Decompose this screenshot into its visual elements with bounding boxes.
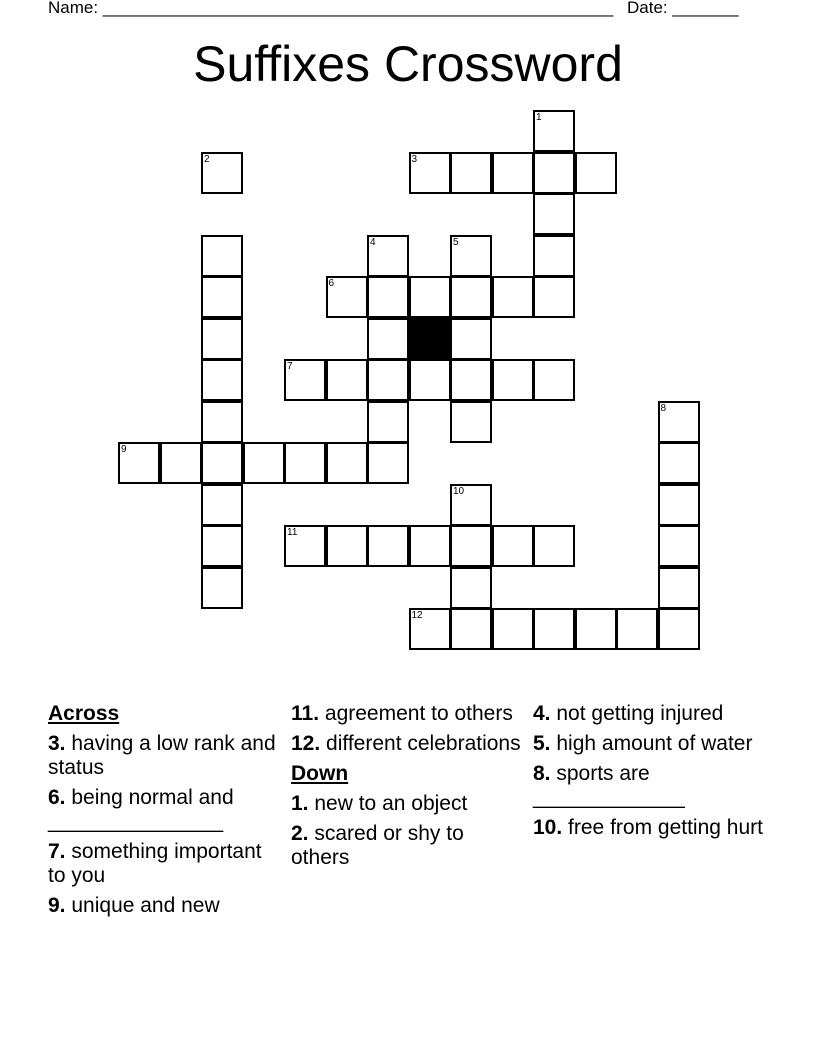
grid-cell[interactable] [326,359,368,401]
grid-cell[interactable] [658,567,700,609]
clue-down-2 [291,822,521,870]
clue-number-label: 8 [660,402,667,414]
clue-across-12 [291,732,521,756]
date-field[interactable]: Date: _______ [627,0,739,17]
grid-cell[interactable] [201,525,243,567]
grid-cell[interactable] [201,152,243,194]
clue-text: agreement to others [324,702,513,725]
grid-cell[interactable] [326,442,368,484]
clue-column-1 [48,702,278,924]
grid-cell[interactable] [616,608,658,650]
clue-number-label: 1 [536,112,542,123]
grid-cell[interactable] [409,525,451,567]
clue-number-label: 7 [287,361,293,372]
clue-text: scared or shy to others [291,822,464,869]
clue-number: 12. [291,732,321,755]
grid-cell[interactable] [450,152,492,194]
grid-cell[interactable] [450,401,492,443]
name-field[interactable]: Name: ______________________________________________________ [48,0,614,17]
grid-cell[interactable] [118,442,160,484]
grid-cell[interactable] [367,442,409,484]
clue-number: 10. [533,816,563,839]
grid-cell[interactable] [367,359,409,401]
grid-cell[interactable] [284,442,326,484]
grid-cell[interactable] [450,359,492,401]
grid-cell[interactable] [243,442,285,484]
grid-cell[interactable] [284,525,326,567]
grid-cell[interactable] [201,484,243,526]
grid-cell[interactable] [201,276,243,318]
page-title: Suffixes Crossword [193,36,623,92]
grid-cell[interactable] [492,359,534,401]
grid-cell[interactable] [575,152,617,194]
grid-cell[interactable] [492,276,534,318]
grid-cell[interactable] [533,235,575,277]
grid-cell[interactable] [533,193,575,235]
clue-down-1 [291,792,521,816]
grid-cell[interactable] [367,401,409,443]
clue-number: 3. [48,732,66,755]
grid-cell[interactable] [575,608,617,650]
grid-cell[interactable] [450,235,492,277]
clue-text: free from getting hurt [568,816,763,839]
grid-cell[interactable] [533,525,575,567]
clue-number-label: 3 [411,153,418,165]
grid-cell[interactable] [533,608,575,650]
clue-text: something important to you [48,840,262,887]
grid-cell[interactable] [367,318,409,360]
clue-across-9 [48,894,278,918]
grid-cell[interactable] [409,359,451,401]
grid-cell[interactable] [201,359,243,401]
clue-number-label: 4 [370,236,376,248]
clue-number-label: 10 [453,485,465,497]
grid-cell[interactable] [492,608,534,650]
clue-across-11 [291,702,521,726]
clue-number: 9. [48,894,66,917]
clue-number: 2. [291,822,309,845]
clue-number-label: 9 [121,444,127,455]
grid-cell[interactable] [409,276,451,318]
grid-cell[interactable] [533,152,575,194]
grid-cell[interactable] [450,525,492,567]
black-cell [409,318,451,360]
down-heading: Down [291,762,349,785]
clue-text: having a low rank and status [48,732,276,779]
clue-column-3 [533,702,763,846]
clue-number-label: 6 [328,278,335,289]
grid-cell[interactable] [658,442,700,484]
grid-cell[interactable] [326,525,368,567]
grid-cell[interactable] [201,318,243,360]
grid-cell[interactable] [201,442,243,484]
grid-cell[interactable] [533,110,575,152]
clue-number: 5. [533,732,551,755]
grid-cell[interactable] [201,567,243,609]
grid-cell[interactable] [450,276,492,318]
grid-cell[interactable] [533,359,575,401]
grid-cell[interactable] [450,318,492,360]
grid-cell[interactable] [201,401,243,443]
clue-number: 1. [291,792,309,815]
clue-down-4 [533,702,763,726]
clue-number: 6. [48,786,66,809]
clue-number-label: 11 [287,527,298,538]
clue-down-8 [533,762,763,810]
grid-cell[interactable] [492,152,534,194]
grid-cell[interactable] [658,608,700,650]
clue-number: 11. [291,702,320,725]
clue-number-label: 12 [411,610,423,621]
clue-text: sports are _____________ [533,762,685,809]
grid-cell[interactable] [450,608,492,650]
grid-cell[interactable] [492,525,534,567]
clue-down-10 [533,816,763,840]
grid-cell[interactable] [284,359,326,401]
clue-number: 8. [533,762,551,785]
clue-number: 7. [48,840,66,863]
clue-column-2 [291,702,521,876]
grid-cell[interactable] [658,525,700,567]
grid-cell[interactable] [658,401,700,443]
grid-cell[interactable] [326,276,368,318]
grid-cell[interactable] [533,276,575,318]
clue-number-label: 5 [453,236,459,248]
grid-cell[interactable] [450,484,492,526]
grid-cell[interactable] [367,525,409,567]
clue-text: unique and new [71,894,220,917]
grid-cell[interactable] [367,276,409,318]
clue-text: not getting injured [556,702,724,725]
grid-cell[interactable] [160,442,202,484]
clue-text: high amount of water [556,732,753,755]
clue-number: 4. [533,702,551,725]
across-heading: Across [48,702,120,725]
clue-across-6 [48,786,278,834]
clue-text: different celebrations [326,732,521,755]
clue-number-label: 2 [204,153,210,165]
clue-across-3 [48,732,278,780]
grid-cell[interactable] [409,608,451,650]
grid-cell[interactable] [367,235,409,277]
grid-cell[interactable] [658,484,700,526]
clue-across-7 [48,840,278,888]
grid-cell[interactable] [450,567,492,609]
clue-text: new to an object [314,792,468,815]
grid-cell[interactable] [409,152,451,194]
clue-text: being normal and _______________ [48,786,234,833]
clue-down-5 [533,732,763,756]
grid-cell[interactable] [201,235,243,277]
